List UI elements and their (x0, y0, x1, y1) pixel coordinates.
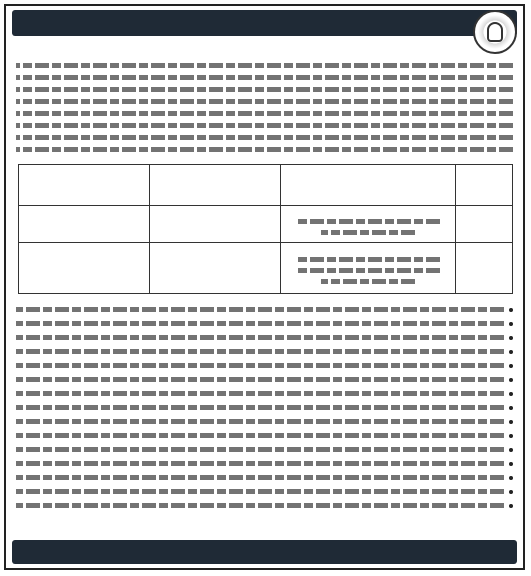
list-item (16, 401, 513, 414)
bullet-icon (509, 350, 513, 354)
bullet-icon (509, 322, 513, 326)
bullet-icon (509, 336, 513, 340)
list-item (16, 345, 513, 358)
list-item (16, 471, 513, 484)
text-line (16, 63, 513, 68)
bullet-icon (509, 378, 513, 382)
list-item (16, 387, 513, 400)
table-header-row (19, 165, 513, 206)
row-project (281, 206, 456, 243)
list-item (16, 429, 513, 442)
row-project (281, 242, 456, 293)
header-index (456, 165, 513, 206)
bullet-icon (509, 490, 513, 494)
table-row (19, 242, 513, 293)
list-item (16, 443, 513, 456)
bullet-icon (509, 406, 513, 410)
list-item (16, 485, 513, 498)
conditions-list (16, 302, 513, 538)
row-guarantee (150, 242, 281, 293)
header-project (281, 165, 456, 206)
bullet-icon (509, 364, 513, 368)
list-item (16, 415, 513, 428)
notice-subtitle (106, 38, 423, 52)
text-line (16, 99, 513, 104)
text-line (16, 75, 513, 80)
emblem-seal-icon (473, 10, 517, 54)
text-line (16, 135, 513, 140)
bullet-icon (509, 392, 513, 396)
text-line (16, 123, 513, 128)
text-line (16, 147, 513, 152)
tender-notice (4, 4, 525, 570)
bullet-icon (509, 434, 513, 438)
list-item (16, 457, 513, 470)
bullet-icon (509, 448, 513, 452)
row-index (456, 242, 513, 293)
bullet-icon (509, 476, 513, 480)
header-performance (19, 165, 150, 206)
row-performance (19, 242, 150, 293)
list-item (16, 331, 513, 344)
list-item (16, 303, 513, 316)
intro-paragraph (16, 56, 513, 158)
bullet-icon (509, 308, 513, 312)
list-item (16, 317, 513, 330)
table-row (19, 206, 513, 243)
bullet-icon (509, 420, 513, 424)
list-item (16, 359, 513, 372)
bullet-icon (509, 504, 513, 508)
bullet-icon (509, 462, 513, 466)
text-line (16, 87, 513, 92)
row-index (456, 206, 513, 243)
notice-title (12, 10, 517, 36)
header-guarantee (150, 165, 281, 206)
list-item (16, 373, 513, 386)
row-guarantee (150, 206, 281, 243)
footer-banner (12, 540, 517, 564)
row-performance (19, 206, 150, 243)
list-item (16, 499, 513, 512)
tender-table (28, 164, 513, 294)
text-line (16, 111, 513, 116)
